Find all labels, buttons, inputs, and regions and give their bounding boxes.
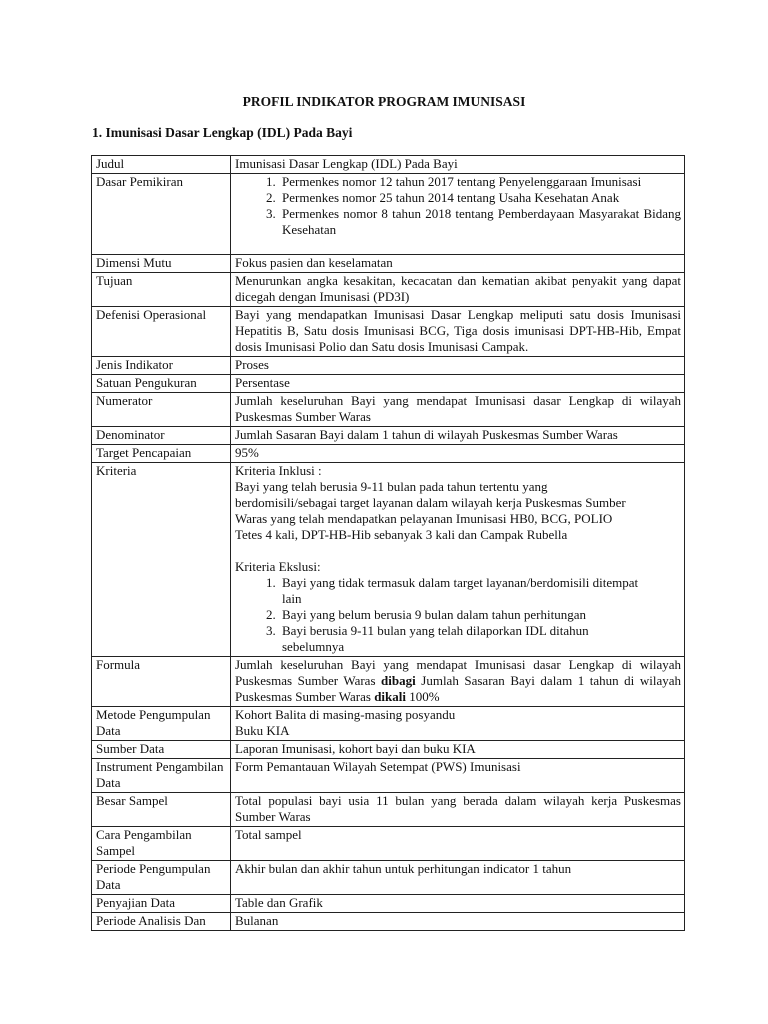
row-value: Bulanan [231,913,685,931]
table-row [92,255,685,273]
metode-line: Buku KIA [235,723,290,738]
table-row [92,759,685,793]
table-row [92,307,685,357]
table-row [92,174,685,255]
row-value: Bayi yang mendapatkan Imunisasi Dasar Lengkap meliputi satu dosis Imunisasi Hepatitis B, Satu dosis Imunisasi BCG, Tiga dosis imunisasi DPT-HB-Hib, Empat dosis Imunisasi Polio dan Satu dosis Imunisasi Campak. [231,307,685,357]
list-item: 3. Permenkes nomor 8 tahun 2018 tentang Pemberdayaan Masyarakat Bidang Kesehatan [279,206,681,238]
row-value: Akhir bulan dan akhir tahun untuk perhitungan indicator 1 tahun [231,861,685,895]
row-value: Menurunkan angka kesakitan, kecacatan dan kematian akibat penyakit yang dapat dicegah dengan Imunisasi (PD3I) [231,273,685,307]
row-label: Periode Analisis Dan [92,913,231,931]
row-label: Kriteria [92,463,231,657]
row-label: Numerator [92,393,231,427]
row-label: Defenisi Operasional [92,307,231,357]
row-label: Besar Sampel [92,793,231,827]
indicator-profile-table [91,155,685,931]
row-label: Periode Pengumpulan Data [92,861,231,895]
row-label: Tujuan [92,273,231,307]
row-label: Judul [92,156,231,174]
table-row [92,741,685,759]
dasar-pemikiran-list [235,174,681,238]
row-label: Dimensi Mutu [92,255,231,273]
row-value: Total sampel [231,827,685,861]
formula-operator-multiply: dikali [374,689,406,704]
list-item: 3. Bayi berusia 9-11 bulan yang telah dilaporkan IDL ditahun sebelumnya [279,623,641,655]
table-row [92,156,685,174]
row-value [231,463,685,657]
row-value: Persentase [231,375,685,393]
table-row [92,393,685,427]
table-row [92,357,685,375]
row-label: Satuan Pengukuran [92,375,231,393]
table-row [92,895,685,913]
table-row [92,793,685,827]
formula-text: Jumlah Sasaran Bayi dalam 1 tahun di wilayah Puskesmas Sumber Waras [235,673,681,704]
table-row [92,427,685,445]
list-item: 1. Bayi yang tidak termasuk dalam target layanan/berdomisili ditempat lain [279,575,641,607]
section-heading: 1. Imunisasi Dasar Lengkap (IDL) Pada Bayi [92,125,353,140]
table-row [92,707,685,741]
row-value: Jumlah Sasaran Bayi dalam 1 tahun di wilayah Puskesmas Sumber Waras [231,427,685,445]
row-value: Fokus pasien dan keselamatan [231,255,685,273]
table-row [92,463,685,657]
row-label: Formula [92,657,231,707]
row-value: Jumlah keseluruhan Bayi yang mendapat Imunisasi dasar Lengkap di wilayah Puskesmas Sumber Waras [231,393,685,427]
row-value: Imunisasi Dasar Lengkap (IDL) Pada Bayi [231,156,685,174]
formula-text: 100% [405,689,440,704]
row-label: Jenis Indikator [92,357,231,375]
table-row [92,273,685,307]
kriteria-eksklusi-list [235,575,681,655]
list-item: 2. Bayi yang belum berusia 9 bulan dalam tahun perhitungan [279,607,641,623]
row-label: Metode Pengumpulan Data [92,707,231,741]
row-value: Total populasi bayi usia 11 bulan yang berada dalam wilayah kerja Puskesmas Sumber Waras [231,793,685,827]
table-row [92,445,685,463]
table-row [92,827,685,861]
formula-operator-divide: dibagi [381,673,416,688]
row-label: Dasar Pemikiran [92,174,231,255]
table-row [92,375,685,393]
row-value: Proses [231,357,685,375]
table-row [92,913,685,931]
row-label: Cara Pengambilan Sampel [92,827,231,861]
row-value [231,174,685,255]
table-row [92,657,685,707]
row-label: Denominator [92,427,231,445]
list-item: 1. Permenkes nomor 12 tahun 2017 tentang Penyelenggaraan Imunisasi [279,174,681,190]
formula-text: Jumlah keseluruhan Bayi yang mendapat Imunisasi dasar Lengkap di wilayah Puskesmas Sumber Waras [235,657,681,688]
kriteria-inklusi-heading: Kriteria Inklusi : [235,463,322,478]
table-row [92,861,685,895]
row-label: Instrument Pengambilan Data [92,759,231,793]
row-value: Form Pemantauan Wilayah Setempat (PWS) Imunisasi [231,759,685,793]
row-value [231,707,685,741]
kriteria-eksklusi-heading: Kriteria Ekslusi: [235,559,321,574]
row-label: Target Pencapaian [92,445,231,463]
document-title: PROFIL INDIKATOR PROGRAM IMUNISASI [242,94,526,109]
kriteria-inklusi-text: Bayi yang telah berusia 9-11 bulan pada tahun tertentu yang berdomisili/sebagai target layanan dalam wilayah kerja Puskesmas Sumber Waras yang telah mendapatkan pelayanan Imunisasi HB0, BCG, POLIO Tetes 4 kali, DPT-HB-Hib sebanyak 3 kali dan Campak Rubella [235,479,626,542]
row-label: Sumber Data [92,741,231,759]
row-value: Laporan Imunisasi, kohort bayi dan buku KIA [231,741,685,759]
metode-line: Kohort Balita di masing-masing posyandu [235,707,456,722]
list-item: 2. Permenkes nomor 25 tahun 2014 tentang Usaha Kesehatan Anak [279,190,681,206]
row-value [231,657,685,707]
row-label: Penyajian Data [92,895,231,913]
row-value: 95% [231,445,685,463]
row-value: Table dan Grafik [231,895,685,913]
